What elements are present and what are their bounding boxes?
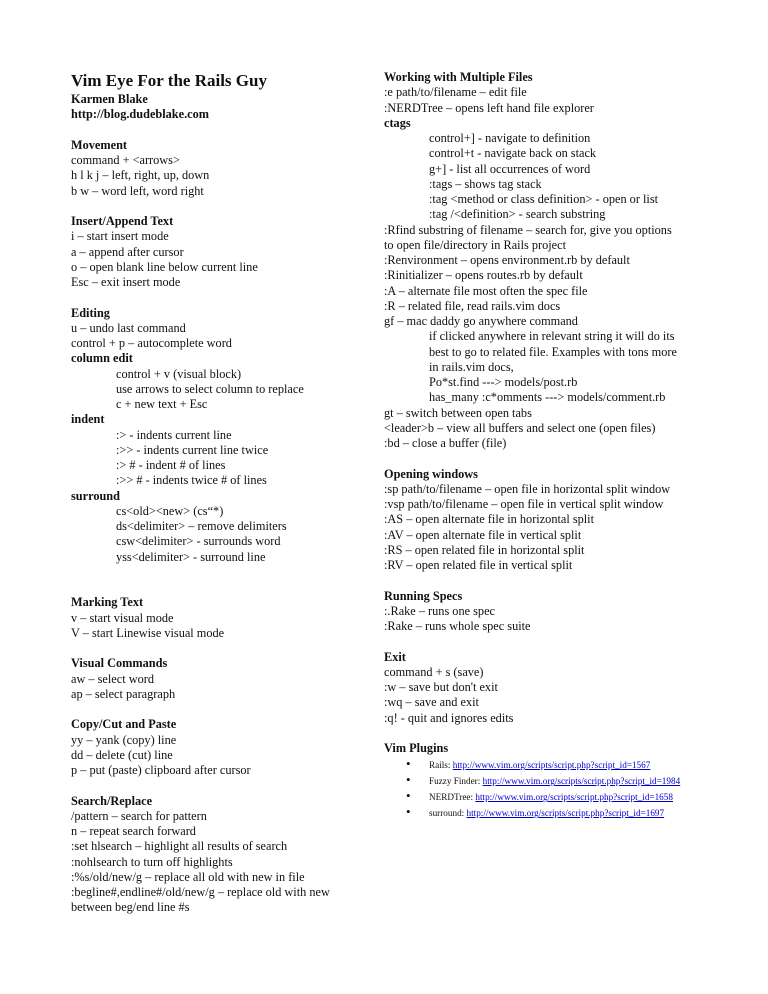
plugin-name: Fuzzy Finder:	[429, 776, 483, 787]
section-marking	[71, 595, 371, 641]
section-heading: Movement	[71, 137, 127, 152]
section-heading: Insert/Append Text	[71, 214, 174, 228]
list-item: csw<delimiter> - surrounds word	[116, 534, 281, 549]
list-item: Esc – exit insert mode	[71, 275, 181, 289]
list-item: command + <arrows>	[71, 153, 180, 167]
plugin-link[interactable]: http://www.vim.org/scripts/script.php?script_id=1658	[475, 792, 673, 803]
section-heading: Copy/Cut and Paste	[71, 717, 177, 732]
plugin-link[interactable]: http://www.vim.org/scripts/script.php?script_id=1984	[482, 776, 681, 787]
blog-url: http://blog.dudeblake.com	[71, 107, 210, 122]
plugin-name: Rails:	[429, 760, 453, 771]
list-item: <leader>b – view all buffers and select one (open files)	[384, 420, 656, 435]
list-item	[384, 756, 724, 772]
right-column	[384, 70, 724, 820]
list-item: :begline#,endline#/old/new/g – replace old with new	[71, 885, 330, 899]
plugin-link[interactable]: http://www.vim.org/scripts/script.php?script_id=1697	[466, 808, 665, 819]
list-item	[384, 788, 724, 804]
list-item: :> # - indent # of lines	[116, 458, 226, 472]
list-item: c + new text + Esc	[116, 397, 208, 411]
list-item: :bd – close a buffer (file)	[384, 436, 507, 450]
doc-title: Vim Eye For the Rails Guy	[71, 71, 267, 90]
list-item: :sp path/to/filename – open file in horizontal split window	[384, 481, 671, 496]
section-heading: Vim Plugins	[384, 741, 449, 755]
list-item: g+] - list all occurrences of word	[429, 161, 591, 176]
bullet-icon: •	[406, 756, 411, 772]
section-heading: Search/Replace	[71, 793, 153, 808]
section-movement	[71, 138, 371, 199]
list-item: dd – delete (cut) line	[71, 747, 173, 762]
list-item: b w – word left, word right	[71, 183, 204, 198]
bullet-icon: •	[406, 804, 411, 820]
list-item: yss<delimiter> - surround line	[116, 549, 266, 564]
author: Karmen Blake	[71, 92, 148, 106]
list-item: :w – save but don't exit	[384, 680, 498, 694]
list-item: :RS – open related file in horizontal split	[384, 542, 585, 557]
plugin-list	[384, 756, 724, 820]
list-item: :NERDTree – opens left hand file explorer	[384, 100, 594, 115]
bullet-icon: •	[406, 772, 411, 788]
list-item: :AS – open alternate file in horizontal split	[384, 512, 595, 527]
list-item: ds<delimiter> – remove delimiters	[116, 519, 287, 533]
list-item: :tags – shows tag stack	[429, 176, 542, 191]
list-item: :nohlsearch to turn off highlights	[71, 854, 233, 869]
list-item: :Rinitializer – opens routes.rb by default	[384, 268, 583, 283]
section-windows	[384, 467, 724, 574]
bullet-icon: •	[406, 788, 411, 804]
section-specs	[384, 589, 724, 635]
section-insert	[71, 214, 371, 290]
list-item: :R – related file, read rails.vim docs	[384, 298, 561, 313]
section-copy	[71, 717, 371, 778]
list-item: :e path/to/filename – edit file	[384, 85, 527, 100]
list-item: u – undo last command	[71, 320, 186, 335]
list-item: to open file/directory in Rails project	[384, 237, 567, 252]
list-item: use arrows to select column to replace	[116, 381, 304, 396]
list-item: command + s (save)	[384, 664, 484, 679]
list-item: :Renvironment – opens environment.rb by default	[384, 253, 630, 267]
list-item: :> - indents current line	[116, 427, 232, 442]
section-visual	[71, 656, 371, 702]
list-item: :Rake – runs whole spec suite	[384, 619, 531, 633]
list-item: n – repeat search forward	[71, 824, 196, 838]
section-plugins	[384, 741, 724, 820]
list-item: :.Rake – runs one spec	[384, 603, 495, 618]
list-item: /pattern – search for pattern	[71, 808, 207, 823]
list-item: gt – switch between open tabs	[384, 405, 532, 420]
list-item: a – append after cursor	[71, 244, 184, 259]
section-heading: Visual Commands	[71, 656, 168, 671]
list-item: h l k j – left, right, up, down	[71, 168, 210, 183]
list-item	[384, 804, 724, 820]
list-item: :%s/old/new/g – replace all old with new in file	[71, 869, 305, 884]
list-item	[384, 772, 724, 788]
list-item: best to go to related file. Examples with tons more	[429, 344, 677, 359]
list-item: Po*st.find ---> models/post.rb	[429, 375, 578, 389]
section-heading: Running Specs	[384, 588, 463, 603]
section-heading: Opening windows	[384, 466, 478, 481]
list-item: aw – select word	[71, 671, 154, 686]
section-editing	[71, 306, 371, 565]
subheading: column edit	[71, 351, 133, 366]
list-item: :>> # - indents twice # of lines	[116, 473, 267, 488]
plugin-link[interactable]: http://www.vim.org/scripts/script.php?script_id=1567	[452, 760, 651, 771]
section-exit	[384, 650, 724, 726]
list-item: :>> - indents current line twice	[116, 442, 269, 457]
subheading: ctags	[384, 115, 411, 130]
plugin-name: NERDTree:	[429, 792, 476, 803]
list-item: control + p – autocomplete word	[71, 336, 232, 350]
list-item: between beg/end line #s	[71, 900, 190, 915]
list-item: cs<old><new> (cs“*)	[116, 503, 224, 518]
section-heading: Marking Text	[71, 595, 144, 610]
list-item: v – start visual mode	[71, 610, 174, 625]
subheading: indent	[71, 412, 105, 427]
list-item: :vsp path/to/filename – open file in vertical split window	[384, 497, 664, 511]
list-item: o – open blank line below current line	[71, 259, 258, 274]
list-item: yy – yank (copy) line	[71, 732, 177, 747]
list-item: gf – mac daddy go anywhere command	[384, 314, 578, 328]
list-item: if clicked anywhere in relevant string it will do its	[429, 329, 675, 344]
list-item: :set hlsearch – highlight all results of search	[71, 839, 288, 854]
list-item: p – put (paste) clipboard after cursor	[71, 763, 251, 777]
plugin-name: surround:	[429, 808, 467, 819]
list-item: :A – alternate file most often the spec file	[384, 283, 588, 298]
list-item: in rails.vim docs,	[429, 359, 514, 374]
list-item: :tag /<definition> - search substring	[429, 207, 606, 222]
list-item: ap – select paragraph	[71, 686, 176, 701]
section-search	[71, 794, 371, 916]
list-item: V – start Linewise visual mode	[71, 625, 225, 640]
list-item: control+t - navigate back on stack	[429, 146, 597, 161]
left-column	[71, 70, 371, 916]
section-heading: Exit	[384, 649, 406, 664]
section-heading: Working with Multiple Files	[384, 70, 533, 84]
list-item: control+] - navigate to definition	[429, 131, 591, 145]
list-item: control + v (visual block)	[116, 366, 242, 381]
list-item: :tag <method or class definition> - open or list	[429, 192, 659, 206]
section-heading: Editing	[71, 305, 110, 320]
list-item: :wq – save and exit	[384, 695, 479, 710]
list-item: :Rfind substring of filename – search for, give you options	[384, 222, 672, 237]
list-item: :q! - quit and ignores edits	[384, 710, 514, 725]
list-item: :RV – open related file in vertical split	[384, 558, 573, 572]
list-item: :AV – open alternate file in vertical split	[384, 527, 582, 542]
section-files	[384, 70, 724, 451]
subheading: surround	[71, 488, 120, 503]
list-item: i – start insert mode	[71, 229, 169, 244]
list-item: has_many :c*omments ---> models/comment.rb	[429, 390, 666, 405]
